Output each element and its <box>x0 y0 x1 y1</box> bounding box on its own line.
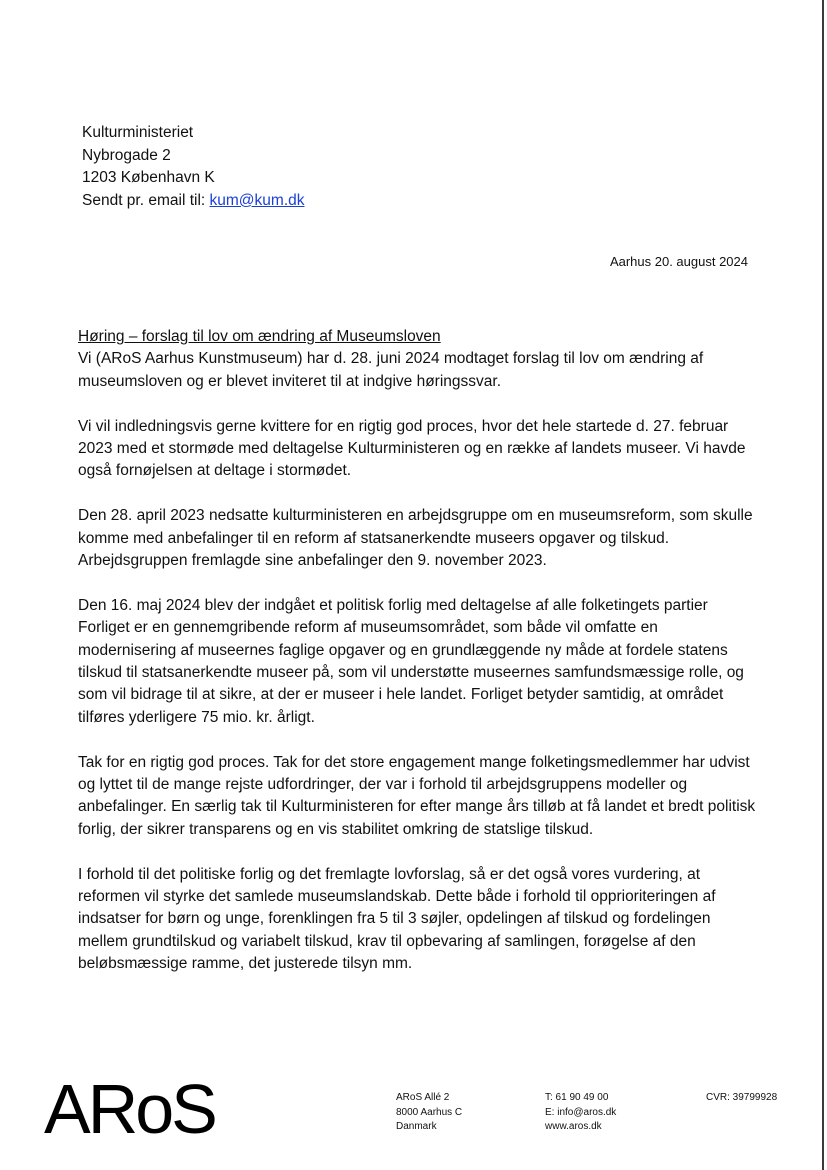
paragraph: Tak for en rigtig god proces. Tak for det store engagement mange folketingsmedlemmer har udvist og lyttet til de mange rejste udfordringer, der var i forhold til arbejdsgruppens modeller og anbefalinger. En særlig tak til Kulturministeren for efter mange års tilløb at få landet et bredt politisk forlig, der sikrer transparens og en vis stabilitet omkring de statslige tilskud. <box>78 753 756 838</box>
footer-address-line: ARoS Allé 2 <box>396 1092 450 1103</box>
footer-email: E: info@aros.dk <box>545 1106 617 1118</box>
paragraph: I forhold til det politiske forlig og det fremlagte lovforslag, så er det også vores vurdering, at reformen vil styrke det samlede museumslandskab. Dette både i forhold til opprioriteringen af indsatser for børn og unge, forenklingen fra 5 til 3 søjler, opdelingen af tilskud og fordelingen mellem grundtilskud og variabelt tilskud, krav til opbevaring af samlingen, forøgelse af den beløbsmæssige ramme, det justerede tilsyn mm. <box>78 865 716 973</box>
email-link[interactable]: kum@kum.dk <box>209 191 305 209</box>
email-prefix: Sendt pr. email til: <box>82 191 210 209</box>
letter-heading: Høring – forslag til lov om ændring af Museumsloven <box>78 328 441 345</box>
aros-logo: ARoS <box>44 1070 215 1148</box>
recipient-org: Kulturministeriet <box>82 124 194 141</box>
footer-contact <box>545 1091 616 1135</box>
paragraph: Vi vil indledningsvis gerne kvittere for en rigtig god proces, hvor det hele startede d. 27. februar 2023 med et stormøde med deltagelse Kulturministeren og en række af landets museer. Vi havde også fornøjelsen at deltage i stormødet. <box>78 417 746 480</box>
recipient-street: Nybrogade 2 <box>82 146 171 164</box>
paragraph: Den 16. maj 2024 blev der indgået et politisk forlig med deltagelse af alle folketingets partier Forliget er en gennemgribende reform af museumsområdet, som både vil omfatte en modernisering af museernes faglige opgaver og en grundlæggende ny måde at fordele statens tilskud til statsanerkendte museer på, som vil understøtte museernes samfundsmæssige rolle, og som vil bidrage til at sikre, at der er museer i hele landet. Forliget betyder samtidig, at området tilføres yderligere 75 mio. kr. årligt. <box>78 596 744 726</box>
footer-address-line: Danmark <box>396 1121 437 1132</box>
recipient-address-block <box>82 122 305 212</box>
footer-address-line: 8000 Aarhus C <box>396 1106 463 1118</box>
footer-website: www.aros.dk <box>545 1121 602 1132</box>
paragraph: Den 28. april 2023 nedsatte kulturministeren en arbejdsgruppe om en museumsreform, som skulle komme med anbefalinger til en reform af statsanerkendte museers opgaver og tilskud. Arbejdsgruppen fremlagde sine anbefalinger den 9. november 2023. <box>78 507 753 570</box>
paragraph: Vi (ARoS Aarhus Kunstmuseum) har d. 28. juni 2024 modtaget forslag til lov om ændring af museumsloven og er blevet inviteret til at indgive høringssvar. <box>78 350 704 390</box>
recipient-city: 1203 København K <box>82 169 215 187</box>
letter-body <box>78 326 758 998</box>
letter-date: Aarhus 20. august 2024 <box>609 254 748 269</box>
footer-address <box>396 1091 462 1135</box>
footer-phone: T: 61 90 49 00 <box>545 1092 609 1103</box>
page-edge-divider <box>822 0 824 1170</box>
footer-cvr: CVR: 39799928 <box>706 1092 778 1103</box>
recipient-email-line <box>82 190 305 213</box>
